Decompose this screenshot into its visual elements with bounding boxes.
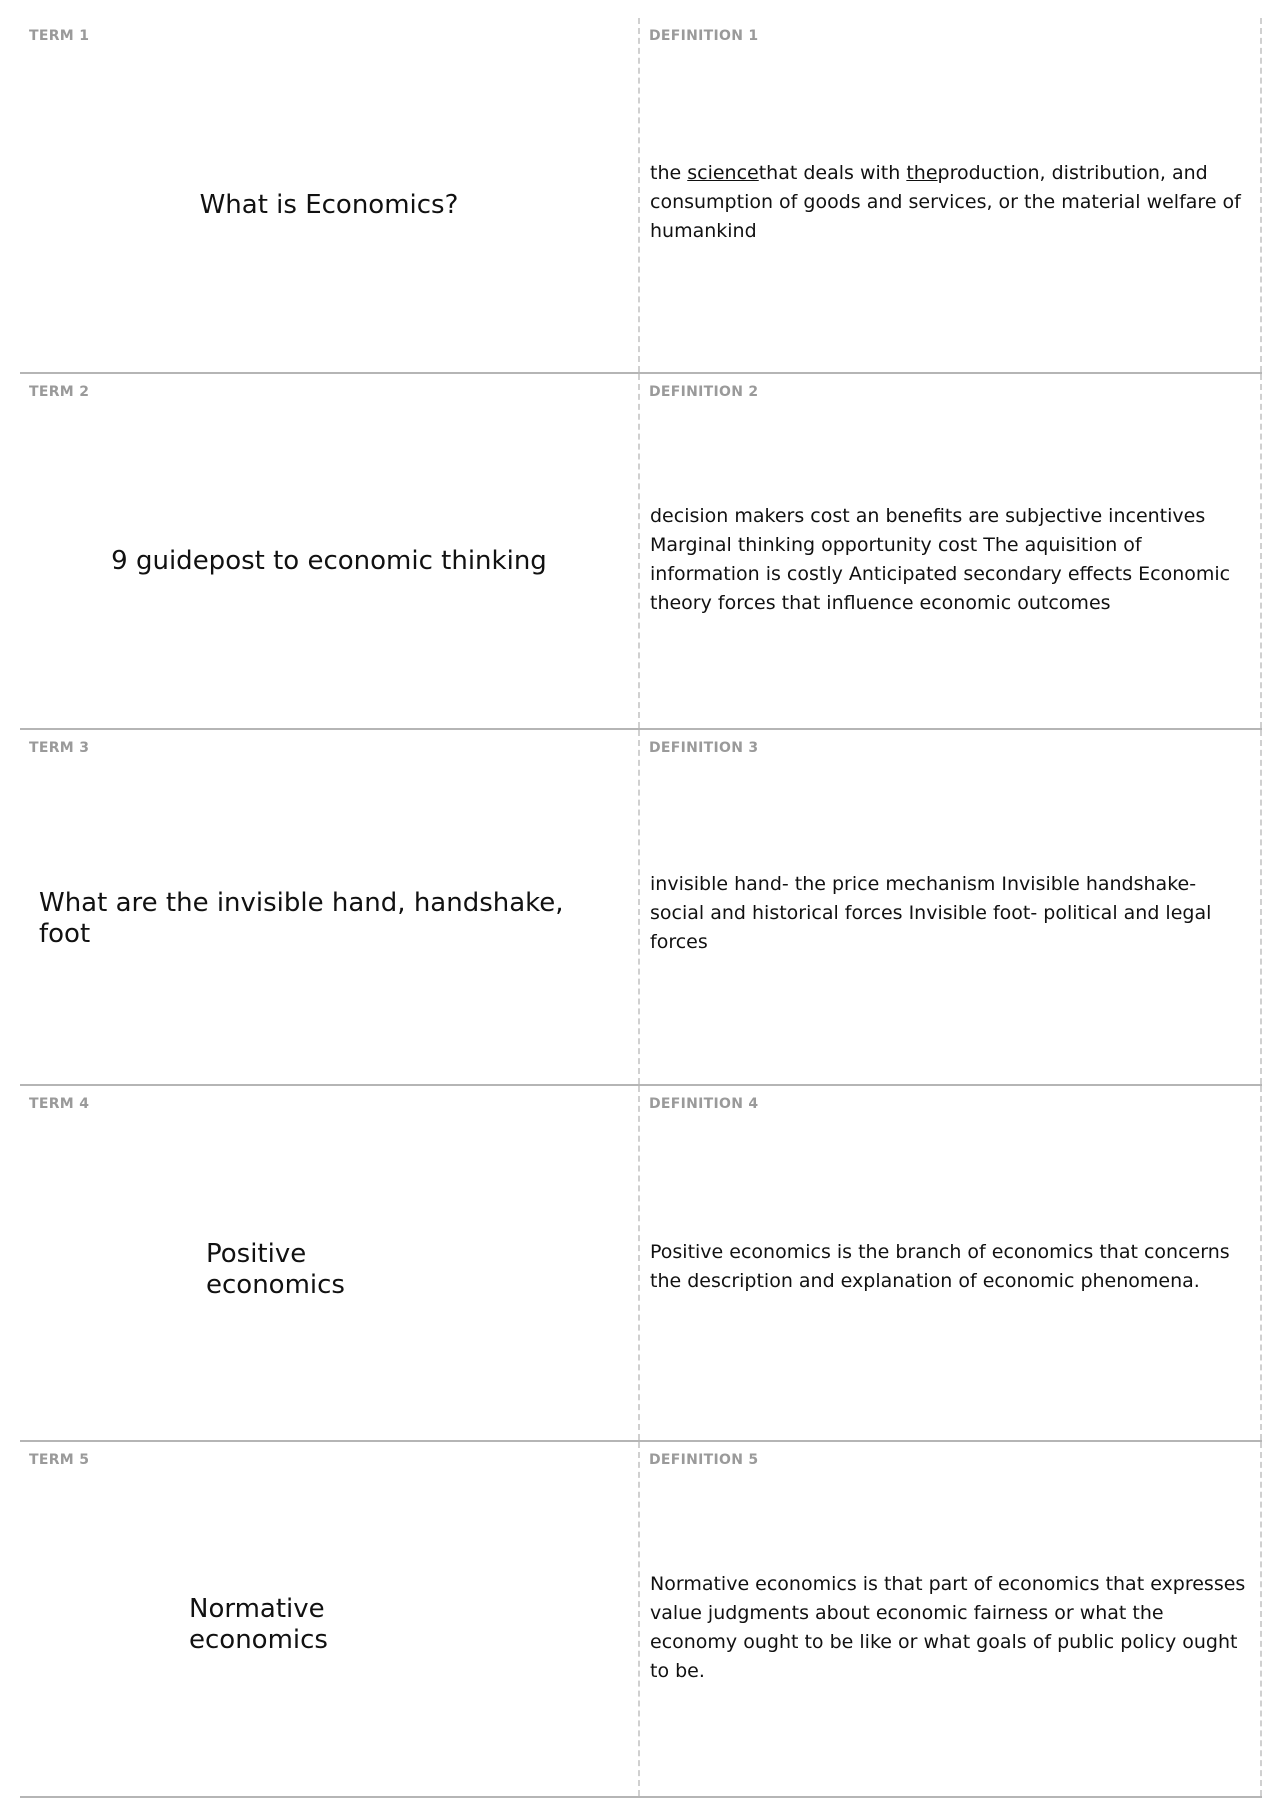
definition-cell <box>640 374 1262 728</box>
definition-segment: the <box>650 162 688 184</box>
term-label: TERM 5 <box>29 1452 90 1468</box>
term-cell <box>20 374 640 728</box>
definition-text: Normative economics is that part of economics that expresses value judgments about economic fairness or what the economy ought to be like or what goals of public policy ought to be. <box>650 1573 1246 1682</box>
flashcard-row <box>20 1086 1262 1442</box>
definition-text: Positive economics is the branch of economics that concerns the description and explanation of economic phenomena. <box>650 1241 1230 1292</box>
definition-cell <box>640 730 1262 1084</box>
term-text: 9 guidepost to economic thinking <box>111 546 547 576</box>
term-cell <box>20 1442 640 1796</box>
flashcard-row <box>20 374 1262 730</box>
definition-segment: production, distribution, and consumption of goods and services, or the material welfare of humankind <box>650 162 1241 242</box>
flashcard-sheet <box>20 18 1262 1798</box>
definition-label: DEFINITION 4 <box>649 1096 759 1112</box>
definition-label: DEFINITION 5 <box>649 1452 759 1468</box>
definition-text <box>650 159 1246 246</box>
definition-cell <box>640 1442 1262 1796</box>
flashcard-row <box>20 18 1262 374</box>
term-label: TERM 3 <box>29 740 90 756</box>
definition-label: DEFINITION 1 <box>649 28 759 44</box>
term-cell <box>20 730 640 1084</box>
term-cell <box>20 18 640 372</box>
definition-text: invisible hand- the price mechanism Invisible handshake- social and historical forces Invisible foot- political and legal forces <box>650 873 1212 953</box>
flashcard-row <box>20 1442 1262 1798</box>
definition-segment: that deals with <box>758 162 907 184</box>
term-text: Normative economics <box>189 1594 328 1655</box>
definition-label: DEFINITION 3 <box>649 740 759 756</box>
term-label: TERM 2 <box>29 384 90 400</box>
definition-cell <box>640 1086 1262 1440</box>
definition-label: DEFINITION 2 <box>649 384 759 400</box>
underlined-word: the <box>906 162 938 184</box>
term-text: What are the invisible hand, handshake, foot <box>39 888 564 949</box>
definition-text: decision makers cost an benefits are subjective incentives Marginal thinking opportunity cost The aquisition of information is costly Anticipated secondary effects Economic theory forces that influence economic outcomes <box>650 505 1231 614</box>
term-label: TERM 4 <box>29 1096 90 1112</box>
term-text: Positive economics <box>206 1239 345 1300</box>
term-label: TERM 1 <box>29 28 90 44</box>
term-cell <box>20 1086 640 1440</box>
underlined-word: science <box>687 162 759 184</box>
definition-cell <box>640 18 1262 372</box>
flashcard-row <box>20 730 1262 1086</box>
term-text: What is Economics? <box>199 190 459 220</box>
